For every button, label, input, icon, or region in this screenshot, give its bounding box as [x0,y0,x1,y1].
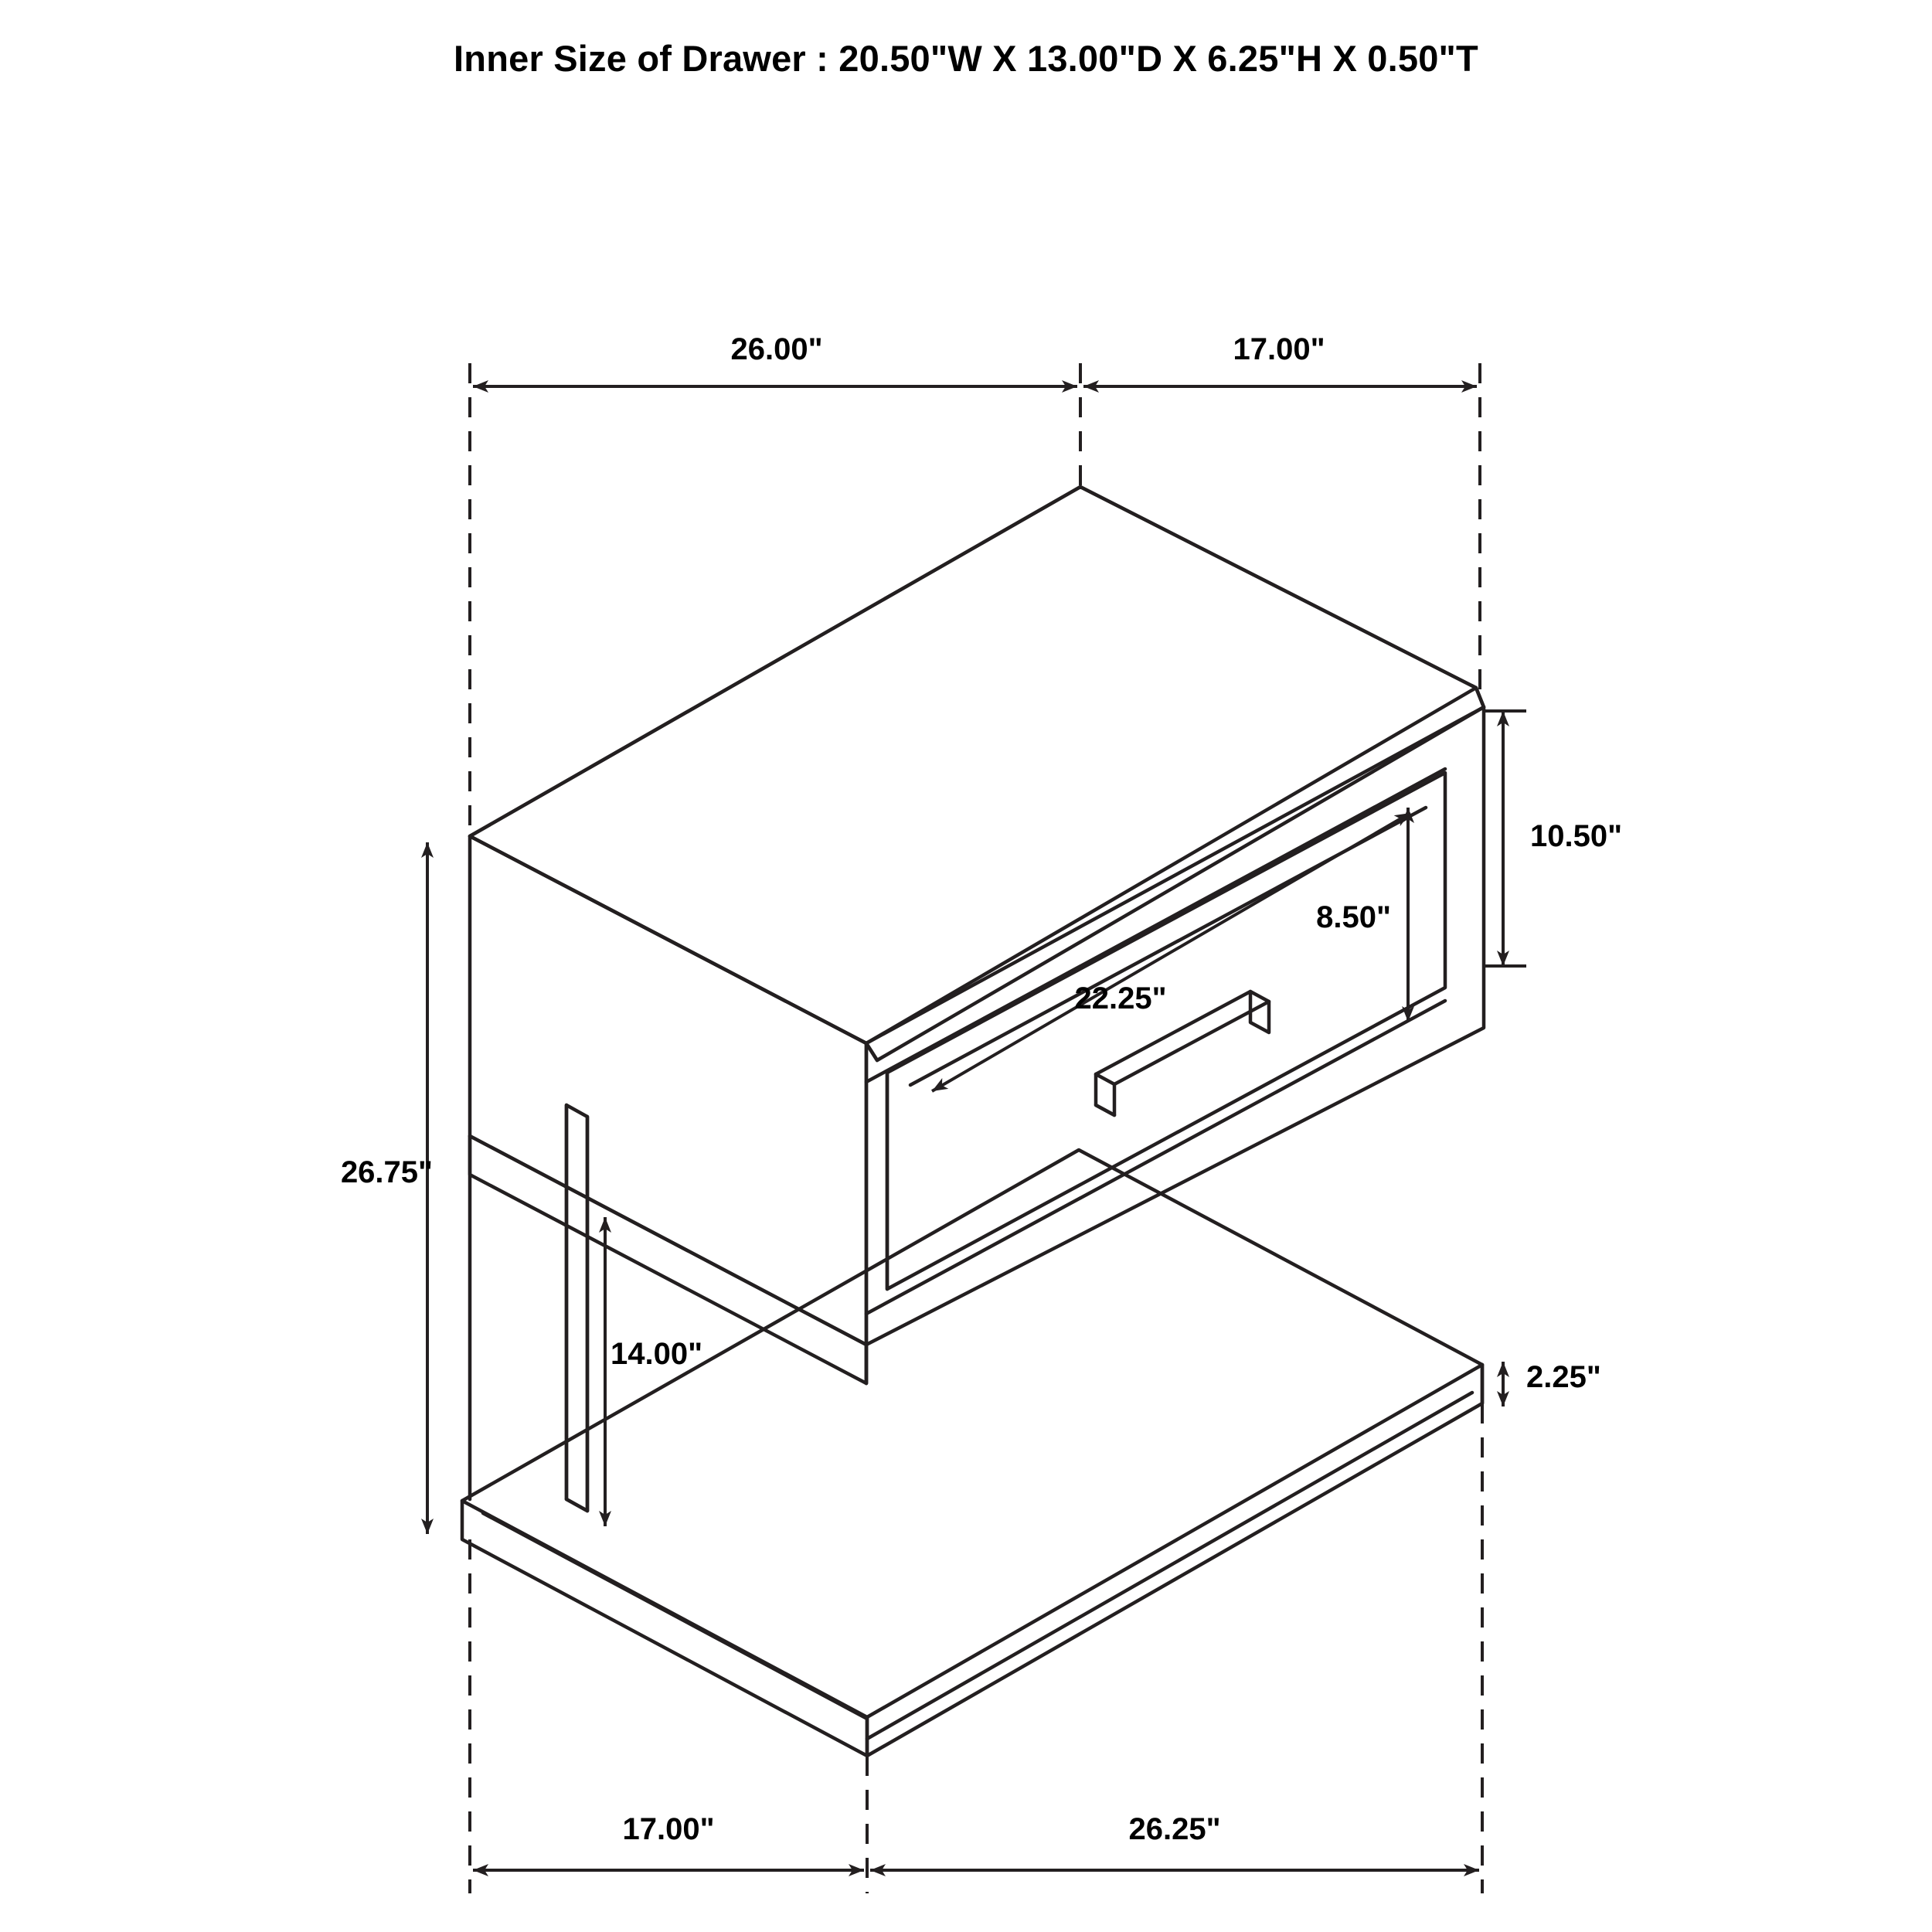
extension-lines [470,363,1482,1893]
dim-label-drawer-front-height: 8.50" [1316,900,1391,934]
dim-label-bottom-left: 17.00" [622,1812,715,1846]
dim-label-top-right: 17.00" [1233,332,1325,366]
case-top-right-edge [1476,688,1484,707]
drawer-gap-bottom [866,1001,1445,1314]
base-shelf-inner-line [483,1513,867,1719]
dim-label-top-left: 26.00" [730,332,823,366]
base-shelf-top [462,1150,1482,1717]
support-post-front [566,1105,587,1511]
dim-label-drawer-front-width: 22.25" [1074,981,1167,1015]
dim-line-drawer-width [932,813,1410,1091]
page-title: Inner Size of Drawer : 20.50"W X 13.00"D X 6.25"H X 0.50"T [454,38,1478,79]
dim-label-bottom-right: 26.25" [1128,1812,1221,1846]
base-shelf-left-side [462,1501,867,1756]
drawer-handle-left-foot [1096,1105,1114,1115]
dim-label-overall-height: 26.75" [340,1155,433,1189]
dimension-lines [427,363,1526,1893]
nightstand-outline [462,487,1484,1756]
case-top-face [470,487,1476,1043]
dim-label-right-upper: 10.50" [1530,819,1623,853]
base-shelf-inner-line-2 [867,1393,1472,1739]
dim-label-leg-height: 14.00" [611,1337,703,1371]
dim-label-base-thickness: 2.25" [1526,1360,1601,1394]
case-front-panel [470,836,866,1345]
support-post-bottom [566,1499,587,1511]
base-shelf-front-side [867,1365,1482,1756]
